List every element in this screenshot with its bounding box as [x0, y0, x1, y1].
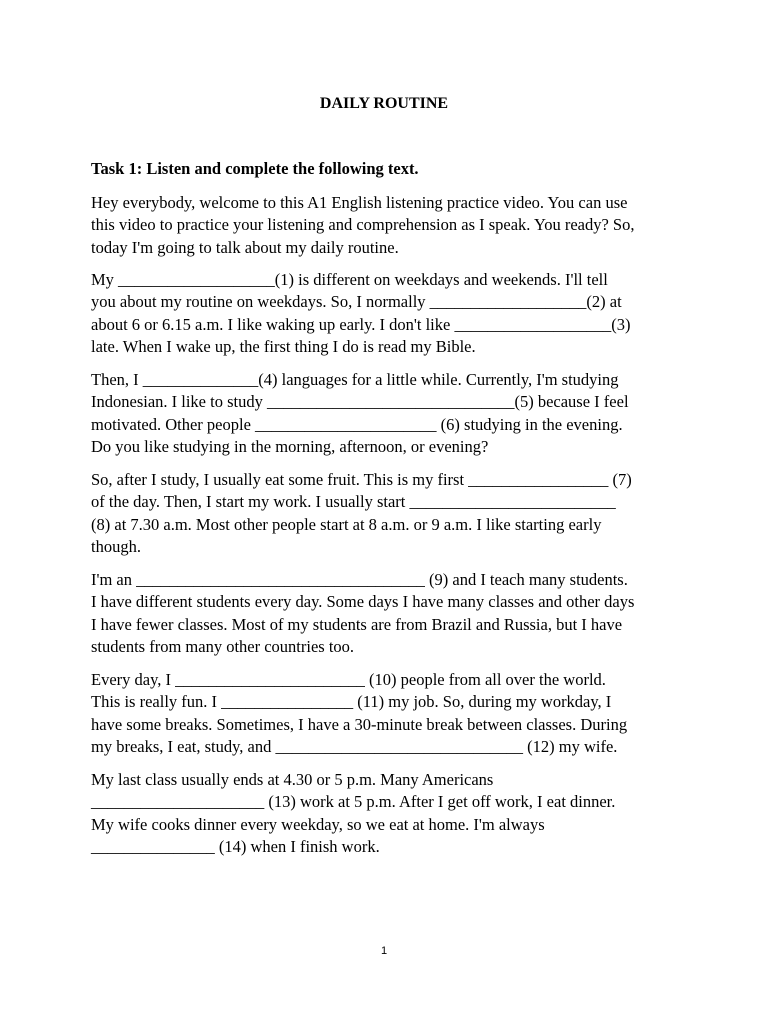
text-line: I'm an ___________________________________ (9) and I teach many students. — [91, 570, 628, 589]
text-line: This is really fun. I ________________ (11) my job. So, during my workday, I — [91, 692, 612, 712]
text-line: So, after I study, I usually eat some fruit. This is my first _________________ (7) — [91, 470, 632, 489]
page-number: 1 — [380, 945, 388, 957]
text-line: Then, I ______________(4) languages for a little while. Currently, I'm studying — [91, 370, 619, 389]
text-line: have some breaks. Sometimes, I have a 30-minute break between classes. During — [91, 714, 628, 734]
text-line: (8) at 7.30 a.m. Most other people start at 8 a.m. or 9 a.m. I like starting early — [91, 514, 602, 534]
text-line: Indonesian. I like to study ______________________________(5) because I feel — [91, 392, 629, 412]
text-line: My last class usually ends at 4.30 or 5 p.m. Many Americans — [91, 770, 494, 789]
task-heading: Task 1: Listen and complete the following text. — [91, 159, 419, 178]
text-line: my breaks, I eat, study, and ______________________________ (12) my wife. — [91, 736, 618, 756]
text-line: Every day, I _______________________ (10) people from all over the world. — [91, 670, 606, 689]
text-line: My ___________________(1) is different on weekdays and weekends. I'll tell — [91, 270, 608, 289]
paragraph-blanks-13-14 — [91, 769, 691, 858]
text-line: _____________________ (13) work at 5 p.m. After I get off work, I eat dinner. — [91, 792, 616, 812]
text-line: students from many other countries too. — [91, 636, 355, 656]
paragraph-blanks-4-6 — [91, 369, 691, 458]
text-line: you about my routine on weekdays. So, I normally ___________________(2) at — [91, 292, 622, 312]
text-line: motivated. Other people ______________________ (6) studying in the evening. — [91, 414, 623, 434]
text-line: though. — [91, 536, 141, 556]
text-line: I have different students every day. Some days I have many classes and other days — [91, 592, 635, 612]
text-line: Hey everybody, welcome to this A1 English listening practice video. You can use — [91, 193, 628, 212]
paragraph-blanks-1-3 — [91, 269, 691, 358]
text-line: I have fewer classes. Most of my students are from Brazil and Russia, but I have — [91, 614, 623, 634]
page-title: DAILY ROUTINE — [319, 95, 449, 112]
paragraph-intro — [91, 192, 691, 259]
paragraph-blanks-10-12 — [91, 669, 691, 758]
text-line: of the day. Then, I start my work. I usually start _________________________ — [91, 492, 616, 512]
text-line: this video to practice your listening and comprehension as I speak. You ready? So, — [91, 215, 635, 235]
text-line: Do you like studying in the morning, afternoon, or evening? — [91, 436, 489, 456]
text-line: late. When I wake up, the first thing I do is read my Bible. — [91, 336, 476, 356]
text-line: _______________ (14) when I finish work. — [91, 836, 380, 856]
text-line: about 6 or 6.15 a.m. I like waking up early. I don't like ___________________(3) — [91, 314, 631, 334]
text-line: My wife cooks dinner every weekday, so we eat at home. I'm always — [91, 814, 545, 834]
text-line: today I'm going to talk about my daily routine. — [91, 237, 399, 257]
paragraph-blanks-7-8 — [91, 469, 691, 558]
paragraph-blank-9 — [91, 569, 691, 658]
